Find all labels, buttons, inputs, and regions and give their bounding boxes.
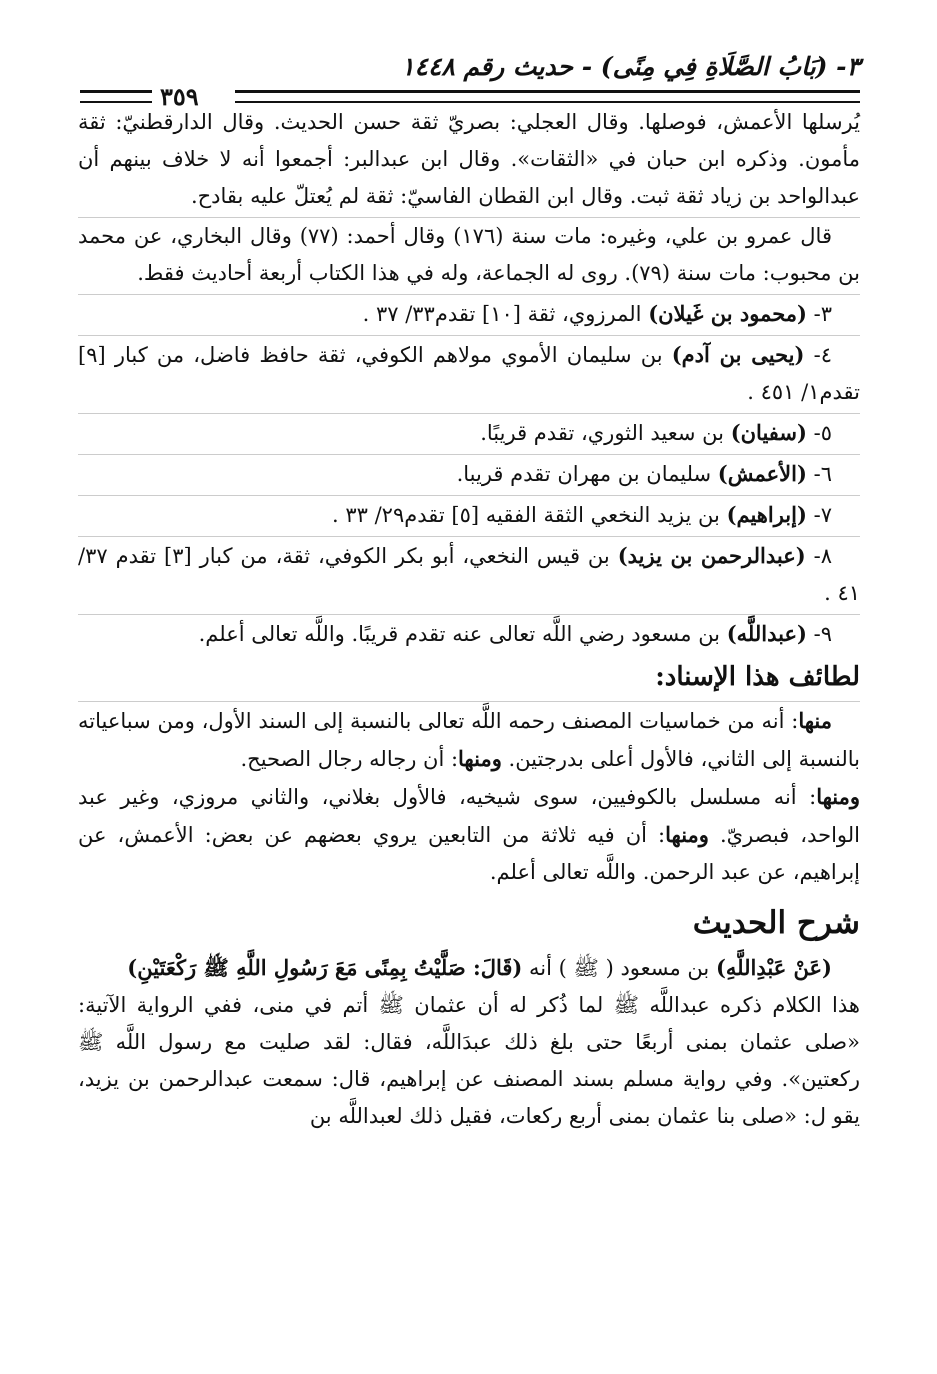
narrator-3 (78, 295, 860, 333)
isnad-paragraph-2 (78, 778, 860, 891)
narrator-4 (78, 336, 860, 411)
narrator-number: ٧- (806, 503, 832, 527)
isnad-section-heading: لطائف هذا الإسناد: (655, 662, 860, 692)
narrator-9 (78, 615, 860, 653)
narrator-name: (عبدالرحمن بن يزيد) (617, 543, 806, 568)
keyword: ومنها (458, 746, 502, 771)
death-paragraph: قال عمرو بن علي، وغيره: مات سنة (١٧٦) وقال أحمد: (٧٧) وقال البخاري، عن محمد بن محبوب: مات سنة (٧٩). روى له الجماعة، وله في هذا الكتاب أربعة أحاديث فقط. (78, 224, 860, 285)
keyword: ومنها (816, 784, 860, 809)
narrator-description: بن سعيد الثوري، تقدم قريبًا. (480, 421, 731, 445)
narrator-number: ٤- (804, 343, 832, 367)
narrator-number: ٨- (805, 544, 832, 568)
narrator-description: بن سليمان الأموي مولاهم الكوفي، ثقة حافظ فاضل، من كبار [٩] تقدم١/ ٤٥١ . (78, 343, 860, 404)
isnad-text: : أن رجاله رجال الصحيح. (240, 747, 459, 771)
isnad-text: : أن فيه ثلاثة من التابعين يروي بعضهم عن بعض: الأعمش، عن إبراهيم، عن عبد الرحمن. واللَّه تعالى أعلم. (78, 823, 860, 884)
page-header (78, 52, 860, 111)
page-number-rule (80, 90, 152, 103)
hadith-matn: (قَالَ: صَلَّيْتُ بِمِنًى مَعَ رَسُولِ اللَّهِ ﷺ رَكْعَتَيْنِ) (127, 955, 523, 980)
narrator-description: بن يزيد النخعي الثقة الفقيه [٥] تقدم٢٩/ ٣٣ . (331, 503, 727, 527)
isnad-text: : أنه من خماسيات المصنف رحمه اللَّه تعالى بالنسبة إلى السند الأول، ومن سباعياته بالنسبة إلى الثاني، فالأول أعلى بدرجتين. (78, 709, 860, 771)
running-head: ٣- (بَابُ الصَّلَاةِ فِي مِنًى) - حديث رقم ١٤٤٨ (401, 52, 860, 81)
hadith-connector: بن مسعود ( ﷺ ) أنه (522, 956, 716, 980)
narrator-number: ٦- (806, 462, 832, 486)
hadith-text (78, 949, 860, 987)
sharh-paragraph: هذا الكلام ذكره عبداللَّه ﷺ لما ذُكر له أن عثمان ﷺ أتم في منى، ففي الرواية الآتية: «صلى عثمان بمنى أربعًا حتى بلغ ذلك عبدَاللَّه، فقال: لقد صليت مع رسول اللَّه ﷺ ركعتين». وفي رواية مسلم بسند المصنف عن إبراهيم، قال: سمعت عبدالرحمن بن يزيد، يقو ل: «صلى بنا عثمان بمنى أربع ركعات، فقيل ذلك لعبداللَّه بن (78, 993, 860, 1128)
narrator-name: (عبداللَّه) (726, 621, 807, 646)
narrator-description: بن مسعود رضي اللَّه تعالى عنه تقدم قريبًا. واللَّه تعالى أعلم. (198, 622, 727, 646)
keyword: ومنها (665, 822, 709, 847)
narrator-8 (78, 537, 860, 612)
narrator-number: ٣- (806, 302, 832, 326)
narrator-description: المرزوي، ثقة [١٠] تقدم٣٣/ ٣٧ . (362, 302, 649, 326)
isnad-text: : أنه مسلسل بالكوفيين، سوى شيخيه، فالأول بغلاني، والثاني مروزي، وغير عبد الواحد، فبصريّ. (78, 785, 860, 847)
narrator-name: (إبراهيم) (726, 502, 807, 527)
narrator-description: بن قيس النخعي، أبو بكر الكوفي، ثقة، من كبار [٣] تقدم ٣٧/ ٤١ . (78, 544, 860, 605)
header-double-rule (235, 90, 860, 103)
narrator-name: (سفيان) (730, 420, 807, 445)
narrator-7 (78, 496, 860, 534)
page-body (78, 104, 860, 1135)
narrator-number: ٥- (806, 421, 832, 445)
hadith-narrator: (عَنْ عَبْدِاللَّهِ) (715, 955, 832, 980)
sharh-section-heading: شرح الحديث (692, 905, 860, 941)
narrator-description: سليمان بن مهران تقدم قريبا. (456, 462, 718, 486)
narrator-5 (78, 414, 860, 452)
isnad-paragraph-1 (78, 702, 860, 778)
page-number: ٣٥٩ (160, 82, 199, 111)
intro-paragraph: يُرسلها الأعمش، فوصلها. وقال العجلي: بصريّ ثقة حسن الحديث. وقال الدارقطنيّ: ثقة مأمون. وذكره ابن حبان في «الثقات». وقال ابن عبدالبر: أجمعوا أنه لا خلاف بينهم أن عبدالواحد بن زياد ثقة ثبت. وقال ابن القطان الفاسيّ: ثقة لم يُعتلّ عليه بقادح. (78, 110, 860, 208)
book-page (78, 52, 860, 1135)
narrator-6 (78, 455, 860, 493)
keyword: منها (798, 708, 832, 733)
narrator-number: ٩- (806, 622, 832, 646)
narrator-name: (محمود بن غَيلان) (648, 301, 807, 326)
narrator-name: (الأعمش) (717, 461, 807, 486)
narrator-name: (يحيى بن آدم) (671, 342, 805, 367)
